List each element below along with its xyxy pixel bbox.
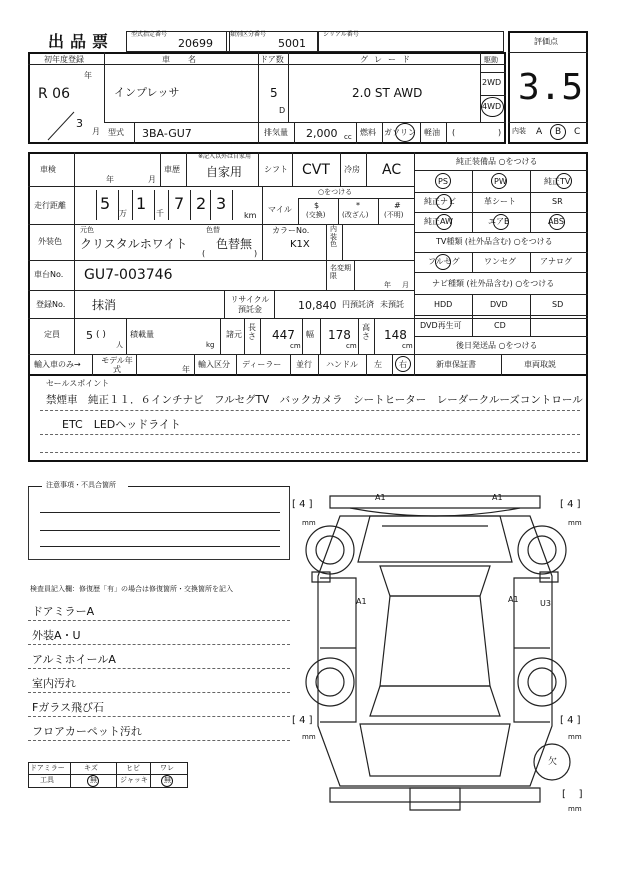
model-type-label: 型式: [108, 128, 124, 137]
note-item: アルミホイールA: [32, 653, 116, 666]
self-use-note: ※記入以外は自家用: [198, 153, 252, 160]
month-unit: 月: [92, 127, 100, 136]
model-designation-label: 型式指定番号: [131, 31, 168, 38]
paint-value: 色替無: [216, 237, 253, 251]
grade-value: 2.0 ST AWD: [352, 86, 423, 100]
year-unit: 年: [84, 71, 92, 80]
mileage-d4: 2: [196, 194, 207, 213]
drive-4wd-circle: [481, 97, 504, 117]
equip-abs-circle: [549, 214, 565, 230]
tire-rl-label: [ 4 ]: [292, 715, 313, 726]
displacement-label: 排気量: [264, 128, 288, 137]
paint-paren-close: ): [254, 249, 258, 258]
legend-break: ワレ: [160, 764, 174, 772]
height-label: 高さ: [362, 323, 370, 341]
color-label: 外装色: [38, 237, 62, 246]
legend-scratch: キズ: [84, 764, 98, 772]
equip-abs: ABS: [548, 217, 564, 226]
tv-fullseg: フルセグ: [428, 257, 460, 266]
name-change-year: 年: [384, 281, 391, 289]
tire-rl-unit: mm: [302, 733, 316, 741]
note-line: [28, 740, 290, 741]
equip-aw: 純正AW: [424, 217, 453, 226]
chassis-label: 車台No.: [34, 270, 64, 279]
ac-label: 冷房: [344, 165, 360, 174]
name-change-label: 名変期限: [330, 264, 351, 281]
diagram-a1-front-left: A1: [375, 493, 386, 502]
legend-tool: 工具: [40, 776, 54, 784]
score-value: 3.5: [518, 67, 584, 108]
era-year: R 06: [38, 86, 70, 102]
car-name-value: インプレッサ: [114, 86, 180, 99]
inspector-note: 検査員記入欄：修復歴「有」の場合は修復箇所・交換箇所を記入: [30, 585, 233, 593]
width-value: 178: [328, 328, 351, 342]
model-designation-value: 20699: [178, 37, 213, 50]
height-unit: cm: [402, 342, 413, 350]
note-item: Fガラス飛び石: [32, 701, 104, 714]
tire-fl-unit: mm: [302, 519, 316, 527]
width-label: 幅: [306, 330, 314, 339]
equip-airbag: エアB: [488, 217, 510, 226]
handle-label: ハンドル: [326, 360, 358, 369]
mileage-label: 走行距離: [34, 201, 66, 210]
mile-label: マイル: [268, 205, 292, 214]
score-label: 評価点: [534, 37, 558, 46]
length-label: 長さ: [248, 323, 256, 341]
tire-fr-label: [ 4 ]: [560, 499, 581, 510]
interior-a: A: [536, 127, 543, 137]
interior-b-circle: [550, 124, 566, 140]
dims-label: 諸元: [226, 330, 242, 339]
drive-label: 駆動: [484, 56, 498, 64]
page-title: 出品票: [48, 32, 115, 51]
mileage-d2: 1: [136, 194, 147, 213]
reg-month: 3: [76, 117, 83, 130]
sales-line-2: ETC LEDヘッドライト: [62, 418, 181, 431]
spare-bracket: [ ]: [562, 789, 583, 800]
equip-ps-circle: [435, 173, 451, 189]
category-label: 類別区分番号: [230, 31, 267, 38]
diagram-a1-front-right: A1: [492, 493, 503, 502]
import-class-label: 輸入区分: [198, 360, 230, 369]
navi-title: ナビ種類 (社外品含む) ○をつける: [432, 279, 555, 288]
interior-c: C: [574, 127, 581, 137]
spare-unit: mm: [568, 805, 582, 813]
recycle-label: リサイクル預託金: [230, 295, 270, 314]
fuel-value: ガソリン: [384, 128, 416, 137]
capacity-paren: ( ): [96, 330, 106, 340]
fuel-label: 燃料: [360, 128, 376, 137]
recycle-status: 円預託済: [342, 300, 374, 309]
model-year-label: モデル年式: [101, 356, 133, 374]
category-value: 5001: [278, 37, 306, 50]
note-item: ドアミラーA: [32, 605, 95, 618]
diagram-u3: U3: [540, 599, 551, 608]
displacement-value: 2,000: [306, 127, 338, 140]
navi-dvd-play: DVD再生可: [420, 321, 462, 330]
import-only-label: 輸入車のみ→: [34, 360, 81, 369]
car-history-value: 自家用: [206, 165, 243, 179]
chassis-value: GU7-003746: [84, 267, 173, 283]
tv-analog: アナログ: [540, 257, 572, 266]
equip-tv-circle: [556, 173, 572, 189]
legend-mirror: ドアミラー: [30, 764, 65, 772]
equip-sr: SR: [552, 197, 563, 206]
paint-label: 色替: [206, 226, 220, 234]
equip-tv: 純正TV: [544, 177, 571, 186]
reg-no-value: 抹消: [92, 298, 117, 312]
doors-label: ドア数: [260, 55, 284, 64]
diagram-a1-right: A1: [508, 595, 519, 604]
note-line: [28, 716, 290, 717]
inspection-year: 年: [106, 175, 114, 184]
later-title: 後日発送品 ○をつける: [456, 341, 538, 350]
import-parallel: 並行: [296, 360, 312, 369]
recycle-value: 10,840: [298, 299, 337, 312]
note-line: [28, 668, 290, 669]
inspection-label: 車検: [40, 165, 56, 174]
capacity-unit: 人: [116, 341, 123, 349]
import-dealer: ディーラー: [242, 360, 282, 369]
mileage-d3: 7: [174, 194, 185, 213]
sales-label: セールスポイント: [46, 379, 110, 388]
tv-title: TV種類 (社外品含む) ○をつける: [436, 237, 553, 246]
interior-label: 内装: [512, 127, 526, 135]
grade-label: グレード: [360, 55, 416, 64]
spare-label: 欠: [548, 757, 558, 767]
navi-hdd: HDD: [434, 300, 453, 309]
name-change-month: 月: [402, 281, 409, 289]
unknown-sym: #: [394, 201, 401, 210]
handle-left: 左: [374, 360, 382, 369]
tire-fl-label: [ 4 ]: [292, 499, 313, 510]
exchange-label: (交換): [306, 211, 326, 219]
navi-dvd: DVD: [490, 300, 508, 309]
recycle-unpaid: 未預託: [380, 300, 404, 309]
legend-jack-circle: [161, 775, 173, 787]
length-unit: cm: [290, 342, 301, 350]
drive-4wd: 4WD: [482, 102, 502, 111]
shift-value: CVT: [302, 162, 330, 178]
displacement-unit: cc: [344, 133, 352, 141]
mileage-u2: 千: [156, 209, 164, 218]
legend-jack: ジャッキ: [120, 776, 148, 784]
legend-crack: ヒビ: [126, 764, 140, 772]
tv-fullseg-circle: [435, 254, 451, 270]
car-name-label: 車名: [162, 55, 214, 64]
genuine-title: 純正装備品 ○をつける: [456, 157, 538, 166]
mileage-u1: 万: [119, 209, 127, 218]
fuel-circle: [395, 123, 415, 142]
note-line: [28, 620, 290, 621]
doors-value: 5: [270, 86, 278, 100]
equip-navi: 純正ナビ: [424, 197, 456, 206]
interior-color-label: 内装色: [330, 225, 337, 249]
shift-label: シフト: [264, 165, 288, 174]
handle-right: 右: [399, 360, 407, 369]
legend-tool-circle: [87, 775, 99, 787]
load-label: 積載量: [130, 330, 154, 339]
handle-right-circle: [395, 356, 411, 372]
equip-ps: PS: [438, 177, 448, 186]
diagram-a1-left: A1: [356, 597, 367, 606]
unknown-label: (不明): [384, 211, 404, 219]
note-item: 室内汚れ: [32, 677, 76, 690]
diesel-label: 軽油: [424, 128, 440, 137]
first-reg-label: 初年度登録: [44, 55, 84, 64]
doors-suffix: D: [279, 106, 286, 115]
later-manual: 車両取説: [524, 360, 556, 369]
equip-pw: PW: [494, 177, 507, 186]
equip-airbag-circle: [493, 214, 509, 230]
note-line: [28, 644, 290, 645]
car-history-label: 車歴: [164, 165, 180, 174]
ac-value: AC: [382, 162, 402, 178]
diesel-paren-open: (: [452, 128, 456, 137]
color-no-label: カラーNo.: [272, 226, 310, 235]
model-year-suffix: 年: [182, 365, 190, 374]
era-diagonal-line: [44, 108, 100, 144]
equip-leather: 革シート: [484, 197, 516, 206]
tamper-label: (改ざん): [342, 211, 369, 219]
car-diagram: [290, 486, 610, 816]
note-item: 外装A・U: [32, 629, 81, 642]
length-value: 447: [272, 328, 295, 342]
load-unit: kg: [206, 341, 215, 349]
legend-jack-mark: 無: [164, 776, 171, 784]
capacity-label: 定員: [44, 330, 60, 339]
note-line: [28, 692, 290, 693]
legend-tool-mark: 無: [90, 776, 97, 784]
tv-oneseg: ワンセグ: [484, 257, 516, 266]
color-value: クリスタルホワイト: [80, 237, 188, 251]
color-no-value: K1X: [290, 239, 310, 250]
sales-line-1: 禁煙車 純正１１．６インチナビ フルセグTV バックカメラ シートヒーター レーダークルーズコントロール: [46, 394, 583, 406]
reg-no-label: 登録No.: [36, 300, 66, 309]
drive-2wd: 2WD: [482, 78, 502, 87]
interior-b: B: [555, 127, 562, 137]
paint-paren-open: (: [202, 249, 206, 258]
capacity-value: 5: [86, 329, 93, 342]
note-item: フロアカーペット汚れ: [32, 725, 142, 738]
equip-aw-circle: [436, 214, 452, 230]
notes-frame: [28, 486, 290, 560]
tamper-sym: *: [356, 201, 360, 210]
navi-cd: CD: [494, 321, 506, 330]
mileage-d1: 5: [100, 194, 111, 213]
later-warranty: 新車保証書: [436, 360, 476, 369]
circle-note: ○をつける: [318, 188, 353, 196]
width-unit: cm: [346, 342, 357, 350]
tire-rr-label: [ 4 ]: [560, 715, 581, 726]
original-color-label: 元色: [80, 226, 94, 234]
serial-label: シリアル番号: [323, 31, 359, 38]
mileage-unit: km: [244, 211, 257, 220]
exchange-sym: $: [314, 201, 320, 210]
equip-pw-circle: [491, 173, 507, 189]
model-type-value: 3BA-GU7: [142, 127, 192, 140]
navi-sd: SD: [552, 300, 564, 309]
height-value: 148: [384, 328, 407, 342]
tire-rr-unit: mm: [568, 733, 582, 741]
equip-navi-circle: [436, 194, 452, 210]
notes-title: 注意事項・不具合箇所: [46, 481, 116, 489]
tire-fr-unit: mm: [568, 519, 582, 527]
diesel-paren-close: ): [498, 128, 502, 137]
inspection-month: 月: [148, 175, 156, 184]
mileage-d5: 3: [216, 194, 227, 213]
